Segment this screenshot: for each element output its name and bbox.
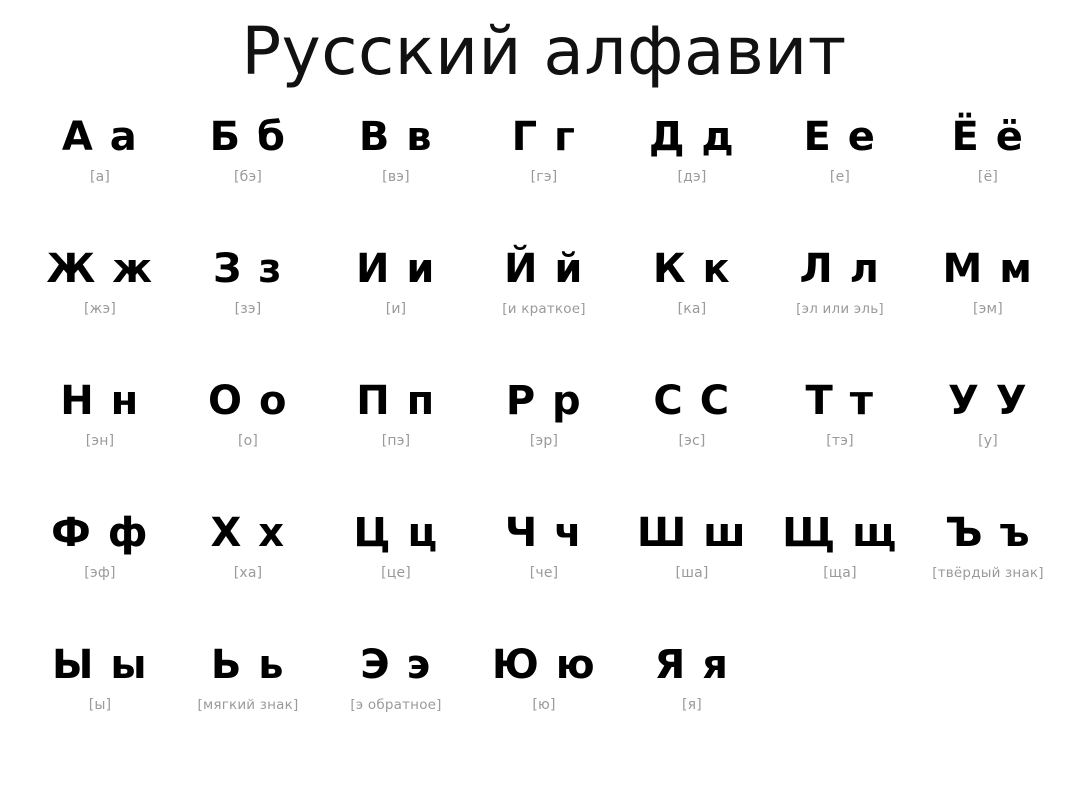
letter-pronunciation: [це] bbox=[381, 564, 411, 581]
letter-cell bbox=[174, 643, 322, 775]
letter-cell-empty bbox=[766, 643, 914, 775]
letter-pronunciation: [ка] bbox=[677, 300, 707, 317]
letter-pronunciation: [ё] bbox=[977, 168, 999, 185]
letter-pronunciation: [бэ] bbox=[233, 168, 263, 185]
alphabet-row bbox=[0, 115, 1088, 247]
letter-pronunciation: [а] bbox=[89, 168, 111, 185]
letter-cell bbox=[618, 379, 766, 511]
letter-pronunciation: [мягкий знак] bbox=[197, 696, 299, 713]
letter-cell bbox=[470, 511, 618, 643]
letter-pronunciation: [ша] bbox=[675, 564, 709, 581]
letter-cell bbox=[322, 511, 470, 643]
letter-pair: П п bbox=[356, 377, 436, 424]
letter-pair: Э э bbox=[360, 641, 432, 688]
letter-pronunciation: [о] bbox=[237, 432, 259, 449]
letter-cell bbox=[914, 247, 1062, 379]
alphabet-row bbox=[0, 643, 1088, 775]
letter-pronunciation: [ю] bbox=[532, 696, 556, 713]
letter-pronunciation: [эф] bbox=[84, 564, 116, 581]
letter-pronunciation: [я] bbox=[682, 696, 702, 713]
letter-pronunciation: [твёрдый знак] bbox=[932, 564, 1044, 581]
letter-pair: Е е bbox=[803, 113, 877, 160]
letter-pronunciation: [э обратное] bbox=[350, 696, 442, 713]
letter-pronunciation: [и] bbox=[385, 300, 407, 317]
letter-pronunciation: [вэ] bbox=[382, 168, 410, 185]
letter-pair: Ц ц bbox=[353, 509, 439, 556]
letter-pronunciation: [у] bbox=[978, 432, 998, 449]
letter-cell bbox=[914, 115, 1062, 247]
letter-cell bbox=[470, 247, 618, 379]
letter-cell bbox=[618, 643, 766, 775]
letter-pair: З з bbox=[212, 245, 284, 292]
letter-pair: Н н bbox=[60, 377, 140, 424]
letter-pair: Ф ф bbox=[51, 509, 149, 556]
letter-cell bbox=[766, 379, 914, 511]
letter-pair: К к bbox=[652, 245, 732, 292]
letter-pronunciation: [ы] bbox=[88, 696, 112, 713]
letter-pair: Л л bbox=[799, 245, 881, 292]
page-title: Русский алфавит bbox=[241, 13, 847, 90]
letter-pair: Ш ш bbox=[636, 509, 748, 556]
letter-pair: Ч ч bbox=[504, 509, 584, 556]
letter-cell bbox=[174, 379, 322, 511]
letter-cell bbox=[174, 511, 322, 643]
letter-pair: В в bbox=[358, 113, 434, 160]
letter-pair: Г г bbox=[511, 113, 577, 160]
letter-cell bbox=[26, 247, 174, 379]
letter-pair: И и bbox=[356, 245, 436, 292]
letter-pair: Р р bbox=[505, 377, 583, 424]
letter-cell bbox=[470, 643, 618, 775]
letter-pronunciation: [е] bbox=[829, 168, 851, 185]
letter-pair: У У bbox=[947, 377, 1029, 424]
letter-pair: Я я bbox=[654, 641, 730, 688]
letter-pronunciation: [че] bbox=[529, 564, 559, 581]
letter-pronunciation: [эн] bbox=[85, 432, 115, 449]
letter-cell bbox=[766, 511, 914, 643]
letter-pronunciation: [пэ] bbox=[381, 432, 411, 449]
letter-pronunciation: [гэ] bbox=[530, 168, 558, 185]
letter-cell bbox=[914, 379, 1062, 511]
letter-pronunciation: [зэ] bbox=[234, 300, 262, 317]
letter-pair: О о bbox=[208, 377, 288, 424]
letter-pair: М м bbox=[942, 245, 1034, 292]
letter-pair: Б б bbox=[209, 113, 287, 160]
letter-cell bbox=[470, 379, 618, 511]
letter-pronunciation: [эм] bbox=[973, 300, 1003, 317]
letter-pronunciation: [и краткое] bbox=[502, 300, 586, 317]
alphabet-row bbox=[0, 247, 1088, 379]
letter-pronunciation: [эс] bbox=[678, 432, 706, 449]
letter-cell bbox=[766, 247, 914, 379]
letter-pair: Ъ ъ bbox=[944, 509, 1032, 556]
letter-pronunciation: [ха] bbox=[233, 564, 263, 581]
letter-pair: Ё ё bbox=[951, 113, 1025, 160]
letter-pair: Х х bbox=[210, 509, 286, 556]
letter-cell bbox=[322, 643, 470, 775]
letter-pair: Ж ж bbox=[46, 245, 154, 292]
letter-pronunciation: [тэ] bbox=[826, 432, 854, 449]
letter-pair: Й й bbox=[504, 245, 584, 292]
letter-cell bbox=[914, 511, 1062, 643]
letter-pronunciation: [дэ] bbox=[677, 168, 707, 185]
letter-pair: Щ щ bbox=[782, 509, 898, 556]
letter-pair: Ь ь bbox=[210, 641, 286, 688]
letter-cell bbox=[322, 379, 470, 511]
alphabet-row bbox=[0, 511, 1088, 643]
letter-pair: Ы ы bbox=[51, 641, 149, 688]
letter-pronunciation: [эл или эль] bbox=[796, 300, 884, 317]
letter-pronunciation: [ща] bbox=[823, 564, 857, 581]
alphabet-grid bbox=[0, 115, 1088, 775]
letter-cell bbox=[322, 247, 470, 379]
letter-cell bbox=[26, 511, 174, 643]
letter-cell bbox=[618, 511, 766, 643]
letter-pair: Ю ю bbox=[491, 641, 597, 688]
letter-cell bbox=[26, 643, 174, 775]
letter-pair: А а bbox=[61, 113, 139, 160]
letter-cell bbox=[618, 115, 766, 247]
letter-cell bbox=[766, 115, 914, 247]
letter-pair: Д д bbox=[648, 113, 736, 160]
letter-pronunciation: [жэ] bbox=[83, 300, 117, 317]
letter-cell bbox=[618, 247, 766, 379]
letter-cell-empty bbox=[914, 643, 1062, 775]
letter-pronunciation: [эр] bbox=[529, 432, 559, 449]
letter-cell bbox=[322, 115, 470, 247]
letter-cell bbox=[174, 247, 322, 379]
alphabet-row bbox=[0, 379, 1088, 511]
letter-cell bbox=[26, 379, 174, 511]
letter-cell bbox=[26, 115, 174, 247]
letter-cell bbox=[470, 115, 618, 247]
letter-pair: С С bbox=[653, 377, 731, 424]
letter-pair: Т т bbox=[805, 377, 875, 424]
letter-cell bbox=[174, 115, 322, 247]
